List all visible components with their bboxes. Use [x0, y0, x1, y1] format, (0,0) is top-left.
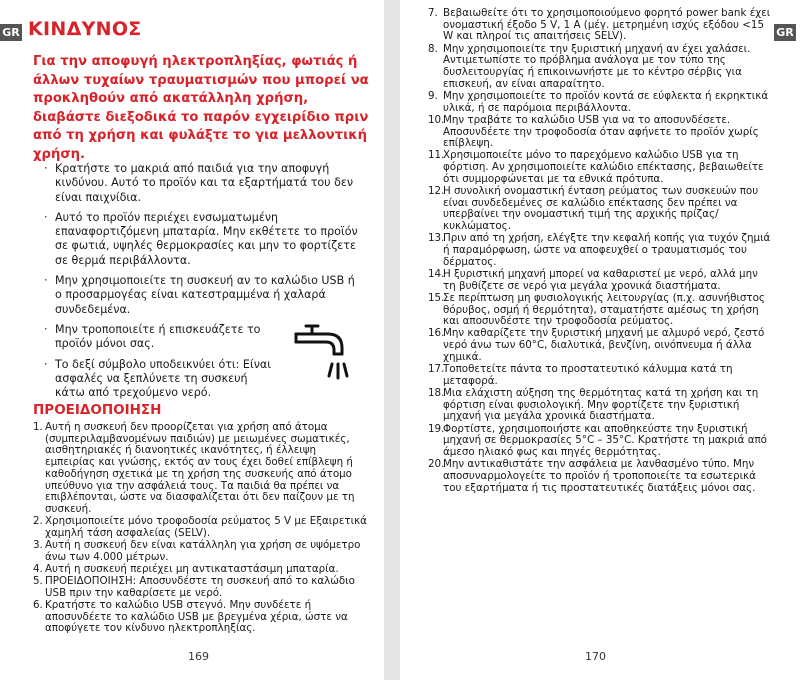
list-item: 6. Κρατήστε το καλώδιο USB στεγνό. Μην συνδέετε ή αποσυνδέετε το καλώδιο USB με βρεγμένα χέρια, ώστε να αποφύγετε τον κίνδυνο ηλεκτροπληξίας. — [33, 599, 348, 635]
bullet-item: · Κρατήστε το μακριά από παιδιά για την αποφυγή κινδύνου. Αυτό το προϊόν και τα εξαρτήματά του δεν είναι παιχνίδια. — [44, 162, 362, 205]
warning-title: ΠΡΟΕΙΔΟΠΟΙΗΣΗ — [33, 402, 162, 418]
list-item: 9. Μην χρησιμοποιείτε το προϊόν κοντά σε εύφλεκτα ή εκρηκτικά υλικά, ή σε παρόμοια περιβάλλοντα. — [428, 89, 769, 114]
list-item: 7. Βεβαιωθείτε ότι το χρησιμοποιούμενο φορητό power bank έχει ονομαστική έξοδο 5 V, 1 A (μέγ. μετρημένη ισχύς εξόδου <15 W και πληροί τις απαιτήσεις SELV). — [428, 7, 771, 43]
list-item: 16. Μην καθαρίζετε την ξυριστική μηχανή με αλμυρό νερό, ζεστό νερό άνω των 60°C, διαλυτικά, βενζίνη, οινόπνευμα ή άλλα χημικά. — [428, 327, 765, 363]
bullet-item: · Μην τροποποιείτε ή επισκευάζετε το προϊόν μόνοι σας. — [44, 323, 275, 352]
danger-title: ΚΙΝΔΥΝΟΣ — [28, 18, 142, 40]
list-item: 19. Φορτίστε, χρησιμοποιήστε και αποθηκεύστε την ξυριστική μηχανή σε θερμοκρασίες 5°C – 35°C. Κρατήστε τη μακριά από άμεσο ηλιακό φως και πηγές θερμότητας. — [428, 422, 767, 459]
bullet-item: · Αυτό το προϊόν περιέχει ενσωματωμένη επαναφορτιζόμενη μπαταρία. Μην εκθέτετε το προϊόν σε φωτιά, υψηλές θερμοκρασίες και μην το φορτίζετε σε θερμά περιβάλλοντα. — [44, 211, 362, 268]
warning-list-continued — [428, 8, 773, 495]
list-item: 1. Αυτή η συσκευή δεν προορίζεται για χρήση από άτομα (συμπεριλαμβανομένων παιδιών) με μειωμένες σωματικές, αισθητηριακές ή διανοητικές ικανότητες, ή έλλειψη εμπειρίας και γνώσης, εκτός αν τους έχει δοθεί επίβλεψη ή καθοδήγηση σχετικά με τη χρήση της συσκευής από άτομο υπεύθυνο για την ασφάλειά τους. Τα παιδιά θα πρέπει να επιβλέπονται, ώστε να διασφαλίζεται ότι δεν παίζουν με τη συσκευή. — [33, 421, 355, 515]
list-item: 17. Τοποθετείτε πάντα το προστατευτικό κάλυμμα κατά τη μεταφορά. — [428, 363, 733, 387]
list-item: 20. Μην αντικαθιστάτε την ασφάλεια με λανθασμένο τύπο. Μην αποσυναρμολογείτε το προϊόν ή τροποποιείτε τα εσωτερικά του εξαρτήματα ή τις προστατευτικές διατάξεις μόνοι σας. — [428, 458, 756, 494]
list-item: 4. Αυτή η συσκευή περιέχει μη αντικαταστάσιμη μπαταρία. — [33, 562, 339, 575]
list-item: 3. Αυτή η συσκευή δεν είναι κατάλληλη για χρήση σε υψόμετρο άνω των 4.000 μέτρων. — [33, 539, 361, 563]
page-number: 169 — [188, 650, 209, 663]
page-number: 170 — [585, 650, 606, 663]
list-item: 12. Η συνολική ονομαστική ένταση ρεύματος των συσκευών που είναι συνδεδεμένες σε καλώδιο επέκτασης δεν πρέπει να υπερβαίνει την ονομαστική τιμή της αρχικής πρίζας/κυκλώματος. — [428, 185, 759, 233]
language-badge: GR — [0, 24, 22, 41]
language-badge: GR — [774, 24, 796, 41]
list-item: 10. Μην τραβάτε το καλώδιο USB για να το αποσυνδέσετε. Αποσυνδέετε την τροφοδοσία όταν αφήνετε το προϊόν χωρίς επίβλεψη. — [428, 113, 759, 150]
list-item: 8. Μην χρησιμοποιείτε την ξυριστική μηχανή αν έχει χαλάσει. Αντιμετωπίστε το πρόβλημα ανάλογα με τον τύπο της δυσλειτουργίας ή επικοινωνήστε με το κέντρο σέρβις για επισκευή, αν είναι απαραίτητο. — [428, 42, 751, 90]
danger-intro: Για την αποφυγή ηλεκτροπληξίας, φωτιάς ή άλλων τυχαίων τραυματισμών που μπορεί να προκληθούν από ακατάλληλη χρήση, διαβάστε διεξοδικά το παρόν εγχειρίδιο πριν από τη χρήση και φυλάξτε το για μελλοντική χρήση. — [33, 54, 369, 162]
bullet-item: · Το δεξί σύμβολο υποδεικνύει ότι: Είναι ασφαλές να ξεπλύνετε τη συσκευή κάτω από τρεχούμενο νερό. — [44, 358, 275, 401]
running-water-tap-icon — [292, 320, 356, 384]
bullet-item: · Μην χρησιμοποιείτε τη συσκευή αν το καλώδιο USB ή ο προσαρμογέας είναι κατεστραμμένα ή χαλαρά συνδεδεμένα. — [44, 274, 362, 317]
list-item: 2. Χρησιμοποιείτε μόνο τροφοδοσία ρεύματος 5 V με Εξαιρετικά χαμηλή τάση ασφαλείας (SELV). — [33, 515, 367, 539]
list-item: 15. Σε περίπτωση μη φυσιολογικής λειτουργίας (π.χ. ασυνήθιστος θόρυβος, οσμή ή θερμότητα), σταματήστε αμέσως τη χρήση και αποσυνδέστε την τροφοδοσία ρεύματος. — [428, 291, 765, 328]
list-item: 11. Χρησιμοποιείτε μόνο το παρεχόμενο καλώδιο USB για τη φόρτιση. Αν χρησιμοποιείτε καλώδιο επέκτασης, βεβαιωθείτε ότι συμμορφώνεται με τα εθνικά πρότυπα. — [428, 149, 764, 185]
right-page — [400, 0, 800, 680]
list-item: 14. Η ξυριστική μηχανή μπορεί να καθαριστεί με νερό, αλλά μην τη βυθίζετε σε νερό για μεγάλα χρονικά διαστήματα. — [428, 267, 758, 292]
list-item: 18. Μια ελάχιστη αύξηση της θερμότητας κατά τη χρήση και τη φόρτιση είναι φυσιολογική. Μην φορτίζετε την ξυριστική μηχανή για μεγάλα χρονικά διαστήματα. — [428, 387, 759, 423]
list-item: 5. ΠΡΟΕΙΔΟΠΟΙΗΣΗ: Αποσυνδέστε τη συσκευή από το καλώδιο USB πριν την καθαρίσετε με νερό. — [33, 575, 355, 599]
warning-list — [33, 422, 368, 636]
left-page — [0, 0, 384, 680]
list-item: 13. Πριν από τη χρήση, ελέγξτε την κεφαλή κοπής για τυχόν ζημιά ή παραμόρφωση, ώστε να αποφευχθεί ο τραυματισμός του δέρματος. — [428, 232, 771, 268]
